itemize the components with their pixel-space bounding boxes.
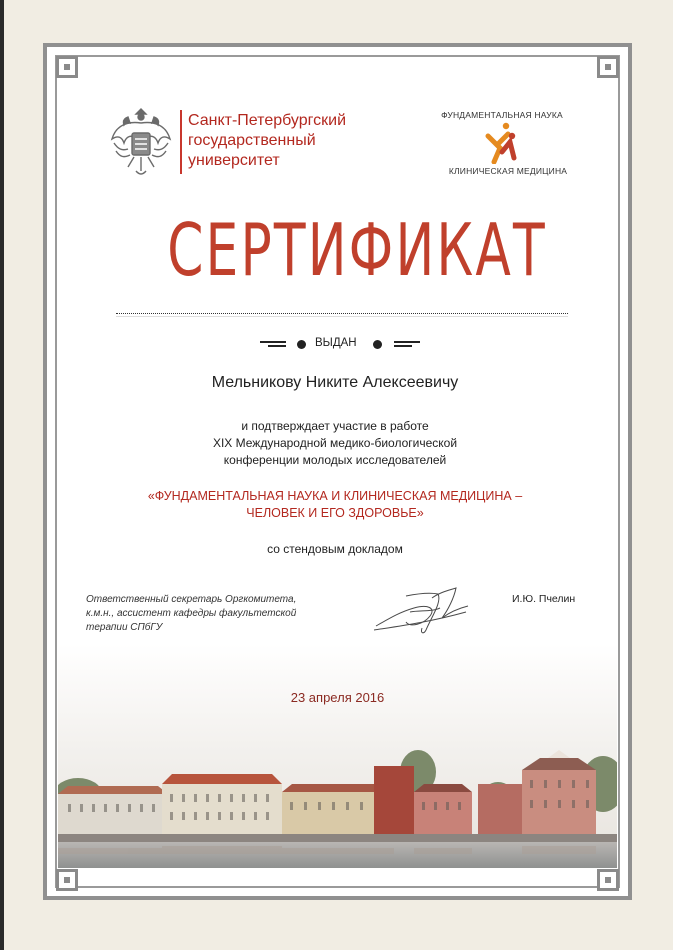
signatory-role xyxy=(86,593,316,635)
handwritten-signature xyxy=(370,582,490,636)
issued-ornament xyxy=(260,336,420,354)
participation-type: со стендовым докладом xyxy=(267,542,403,556)
signatory-role-line: терапии СПбГУ xyxy=(86,622,163,633)
corner-ornament-bottom-left xyxy=(56,869,78,891)
conference-logo-top-text: ФУНДАМЕНТАЛЬНАЯ НАУКА xyxy=(441,110,563,120)
statement-line: конференции молодых исследователей xyxy=(223,453,447,467)
conference-title-line: ЧЕЛОВЕК И ЕГО ЗДОРОВЬЕ» xyxy=(246,506,424,520)
statement-line: и подтверждает участие в работе xyxy=(241,419,429,433)
recipient-name: Мельникову Никите Алексеевичу xyxy=(211,374,459,391)
conference-logo xyxy=(432,108,572,178)
ornament-dot-left xyxy=(297,340,306,349)
issued-label: ВЫДАН xyxy=(315,337,357,349)
embankment-photo xyxy=(58,644,617,868)
title-underline xyxy=(116,313,568,314)
conference-title xyxy=(100,488,570,522)
signatory-role-line: Ответственный секретарь Оргкомитета, xyxy=(86,594,297,605)
page-edge xyxy=(0,0,4,950)
university-name-line: университет xyxy=(188,152,280,169)
conference-logo-bottom-text: КЛИНИЧЕСКАЯ МЕДИЦИНА xyxy=(448,166,568,176)
corner-ornament-top-right xyxy=(597,56,619,78)
ornament-dot-right xyxy=(373,340,382,349)
conference-title-line: «ФУНДАМЕНТАЛЬНАЯ НАУКА И КЛИНИЧЕСКАЯ МЕДИЦИНА – xyxy=(147,489,523,503)
certificate-title: СЕРТИФИКАТ xyxy=(167,208,547,292)
signatory-name: И.Ю. Пчелин xyxy=(512,593,576,605)
conference-mark-icon xyxy=(484,122,520,164)
university-name-line: государственный xyxy=(188,132,316,149)
certificate-date: 23 апреля 2016 xyxy=(290,690,385,705)
title-underline-shadow xyxy=(116,316,568,317)
eagle-emblem-icon xyxy=(108,103,174,181)
signatory-role-line: к.м.н., ассистент кафедры факультетской xyxy=(86,608,297,619)
ornament-dash-left xyxy=(260,341,286,349)
corner-ornament-bottom-right xyxy=(597,869,619,891)
corner-ornament-top-left xyxy=(56,56,78,78)
ornament-dash-right xyxy=(394,341,420,349)
emblem-divider xyxy=(180,110,182,174)
university-name xyxy=(188,111,388,171)
university-name-line: Санкт-Петербургский xyxy=(188,112,347,129)
statement-line: XIX Международной медико-биологической xyxy=(212,436,458,450)
participation-statement xyxy=(100,418,570,469)
